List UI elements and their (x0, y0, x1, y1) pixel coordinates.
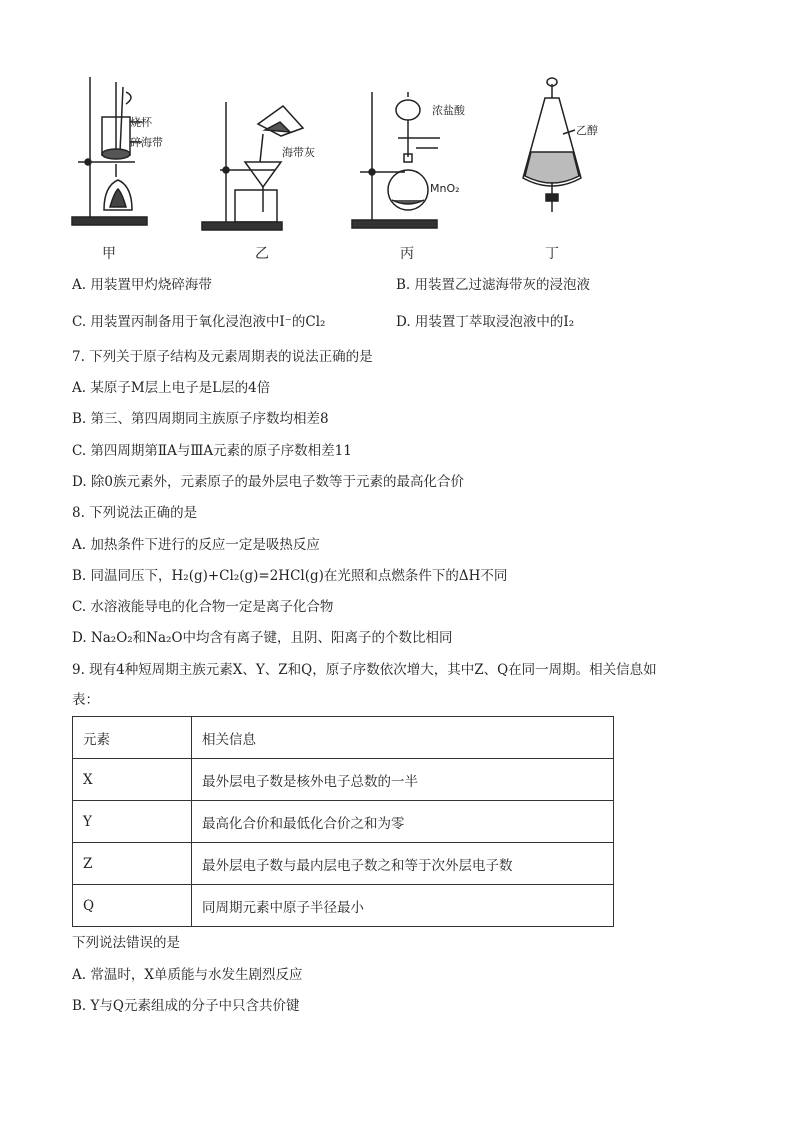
table-cell-element: Q (73, 885, 192, 927)
apparatus-ding (523, 78, 581, 212)
q7-stem: 7. 下列关于原子结构及元素周期表的说法正确的是 (72, 349, 373, 365)
callout-mno2: MnO₂ (430, 182, 460, 195)
label-yi: 乙 (255, 246, 269, 262)
q9-option-a: A. 常温时，X单质能与水发生剧烈反应 (72, 967, 303, 983)
q6-option-a: A. 用装置甲灼烧碎海带 (72, 277, 212, 293)
q9-stem-line1: 9. 现有4种短周期主族元素X、Y、Z和Q，原子序数依次增大，其中Z、Q在同一周期。相关信息如 (72, 662, 657, 678)
table-cell-info: 最外层电子数与最内层电子数之和等于次外层电子数 (192, 843, 614, 885)
label-jia: 甲 (102, 246, 116, 262)
table-cell-element: Z (73, 843, 192, 885)
table-header-cell: 元素 (73, 717, 192, 759)
q8-option-b: B. 同温同压下，H₂(g)+Cl₂(g)=2HCl(g)在光照和点燃条件下的ΔH不同 (72, 568, 508, 584)
table-cell-info: 最外层电子数是核外电子总数的一半 (192, 759, 614, 801)
table-row (73, 801, 614, 843)
callout-beaker: 烧杯 (130, 116, 152, 129)
q9-stem-line2: 表： (72, 692, 99, 708)
apparatus-jia (72, 77, 147, 225)
table-header-cell: 相关信息 (192, 717, 614, 759)
q7-option-d: D. 除0族元素外，元素原子的最外层电子数等于元素的最高化合价 (72, 474, 465, 490)
apparatus-svg (60, 62, 680, 267)
callout-ethanol: 乙醇 (576, 124, 598, 137)
q6-option-d: D. 用装置丁萃取浸泡液中的I₂ (396, 314, 575, 330)
table-row (73, 843, 614, 885)
callout-hcl: 浓盐酸 (432, 104, 465, 117)
table-row (73, 759, 614, 801)
apparatus-yi (202, 102, 303, 230)
table-row (73, 885, 614, 927)
apparatus-figure (60, 62, 680, 267)
q9-option-b: B. Y与Q元素组成的分子中只含共价键 (72, 998, 300, 1014)
table-header-row (73, 717, 614, 759)
q8-option-d: D. Na₂O₂和Na₂O中均含有离子键，且阴、阳离子的个数比相同 (72, 630, 453, 646)
table-cell-info: 最高化合价和最低化合价之和为零 (192, 801, 614, 843)
q8-option-a: A. 加热条件下进行的反应一定是吸热反应 (72, 537, 320, 553)
apparatus-bing (352, 92, 440, 228)
q7-option-a: A. 某原子M层上电子是L层的4倍 (72, 380, 271, 396)
q8-option-c: C. 水溶液能导电的化合物一定是离子化合物 (72, 599, 334, 615)
q9-after-text: 下列说法错误的是 (72, 935, 180, 951)
q7-option-b: B. 第三、第四周期同主族原子序数均相差8 (72, 411, 329, 427)
table-cell-element: X (73, 759, 192, 801)
q6-option-c: C. 用装置丙制备用于氧化浸泡液中I⁻的Cl₂ (72, 314, 326, 330)
table-cell-element: Y (73, 801, 192, 843)
element-info-table (72, 716, 614, 927)
q7-option-c: C. 第四周期第ⅡA与ⅢA元素的原子序数相差11 (72, 443, 352, 459)
label-bing: 丙 (400, 246, 414, 262)
label-ding: 丁 (545, 246, 559, 262)
callout-seaweed: 碎海带 (130, 136, 163, 149)
q8-stem: 8. 下列说法正确的是 (72, 505, 198, 521)
q6-option-b: B. 用装置乙过滤海带灰的浸泡液 (396, 277, 591, 293)
callout-ash: 海带灰 (282, 146, 315, 159)
table-cell-info: 同周期元素中原子半径最小 (192, 885, 614, 927)
